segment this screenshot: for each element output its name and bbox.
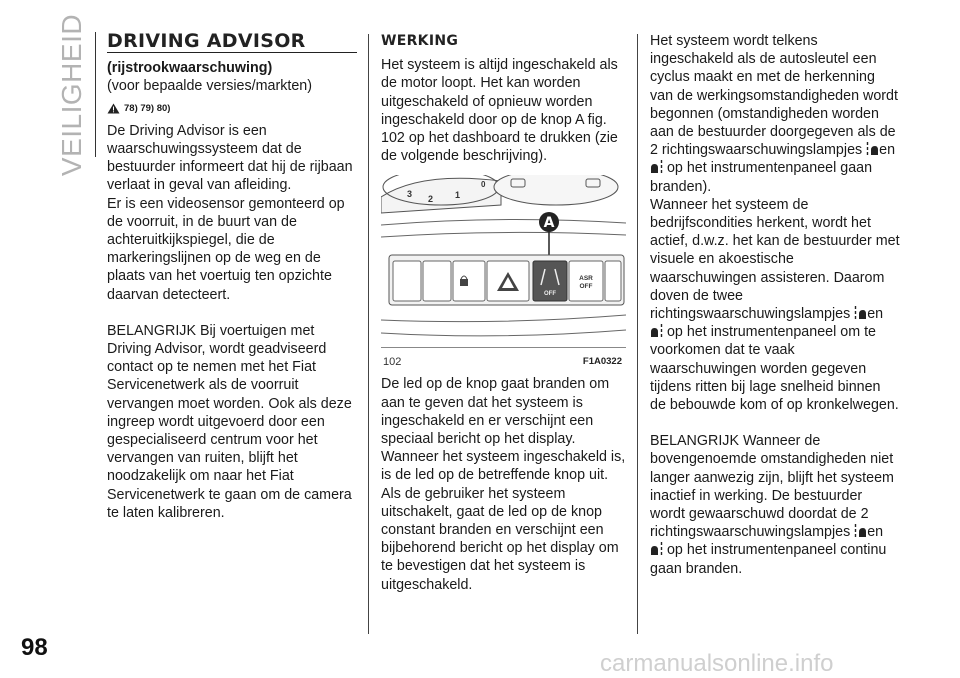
callout-label-a: A [543, 215, 555, 232]
lane-button-off-label: OFF [544, 291, 556, 298]
dial-mark-0: 0 [481, 180, 486, 190]
paragraph: Wanneer het systeem de bedrijfscondities herkent, wordt het actief, d.w.z. het kan de bestuurder met visuele en akoestische waarschuwingen assisteren. Daarom doven de twee richtingswaarschuwingslampjes en op het instrumentenpaneel om te voorkomen dat te vaak waarschuwingen worden gegeven tijdens ritten bij lage snelheid binnen de bebouwde kom of op kronkelwegen. [650, 196, 900, 414]
section-side-label: VEILIGHEID [56, 13, 87, 176]
paragraph: BELANGRIJK Bij voertuigen met Driving Advisor, wordt geadviseerd contact op te nemen met het Fiat Servicenetwerk als de voorruit vervangen moet worden. Ook als deze ingreep wordt uitgevoerd door een gespecialiseerd centrum voor het vervangen van ruiten, blijft het noodzakelijk om naar het Fiat Servicenetwerk te gaan om de camera te laten kalibreren. [107, 322, 352, 521]
figure-caption-rule [381, 347, 626, 348]
column-2 [381, 32, 628, 594]
dial-mark-1: 1 [455, 190, 461, 201]
lane-warning-left-icon [854, 305, 867, 322]
warning-references [107, 100, 357, 118]
watermark: carmanualsonline.info [600, 650, 834, 677]
column-divider-1 [368, 34, 369, 634]
column-3 [650, 32, 900, 578]
warning-triangle-icon [107, 103, 120, 114]
lane-warning-left-icon [854, 523, 867, 540]
asr-button-label-top: ASR [579, 275, 593, 283]
lane-warning-left-icon [866, 141, 879, 158]
column-1 [107, 32, 357, 522]
paragraph: Het systeem is altijd ingeschakeld als de motor loopt. Het kan worden uitgeschakeld of opnieuw worden ingeschakeld door op de knop A fig. 102 op het dashboard te drukken (zie de volgende beschrijving). [381, 57, 618, 165]
section-heading: WERKING [381, 33, 459, 49]
paragraph: Wanneer het systeem ingeschakeld is, is de led op de betreffende knop uit. Als de gebruiker het systeem uitschakelt, gaat de led op de knop constant branden en verschijnt een bijbehorend bericht op het display om te bevestigen dat het systeem is uitgeschakeld. [381, 449, 626, 593]
figure-code: F1A0322 [582, 356, 622, 368]
paragraph: BELANGRIJK Wanneer de bovengenoemde omstandigheden niet langer aanwezig zijn, blijft het systeem inactief in werking. De bestuurder wordt gewaarschuwd doordat de 2 richtingswaarschuwingslampjes en op het instrumentenpaneel continu gaan branden. [650, 433, 894, 577]
paragraph: Er is een videosensor gemonteerd op de voorruit, in de buurt van de achteruitkijkspiegel, die de markeringslijnen op de weg en de plaats van het voertuig ten opzichte daarvan detecteert. [107, 195, 345, 303]
warning-refs-text: 78) 79) 80) [124, 102, 171, 114]
paragraph: Het systeem wordt telkens ingeschakeld als de autosleutel een cyclus maakt en met de herkenning van de werkingsomstandigheden wordt begonnen (omstandigheden worden aan de bestuurder doorgegeven als de 2 richtingswaarschuwingslampjes en op het instrumentenpaneel gaan branden). [650, 33, 898, 195]
paragraph: De Driving Advisor is een waarschuwingssysteem dat de bestuurder informeert dat hij de rijbaan verlaat in geval van afleiding. [107, 122, 353, 194]
subtitle-versions: (voor bepaalde versies/markten) [107, 78, 313, 95]
dashboard-illustration [381, 175, 626, 347]
column-divider-2 [637, 34, 638, 634]
subtitle: (rijstrookwaarschuwing) [107, 60, 273, 77]
figure-number: 102 [383, 356, 402, 369]
asr-button-label-bottom: OFF [579, 283, 593, 291]
paragraph: De led op de knop gaat branden om aan te geven dat het systeem is ingeschakeld en er verschijnt een speciaal bericht op het display. [381, 376, 610, 448]
dial-mark-2: 2 [428, 194, 434, 205]
side-divider [95, 32, 96, 157]
lane-warning-right-icon [650, 541, 663, 558]
lane-warning-right-icon [650, 159, 663, 176]
figure-dashboard-buttons [381, 175, 626, 369]
lane-warning-right-icon [650, 323, 663, 340]
page-title: DRIVING ADVISOR [107, 32, 357, 53]
dial-mark-3: 3 [407, 189, 413, 200]
page-number: 98 [21, 634, 48, 661]
